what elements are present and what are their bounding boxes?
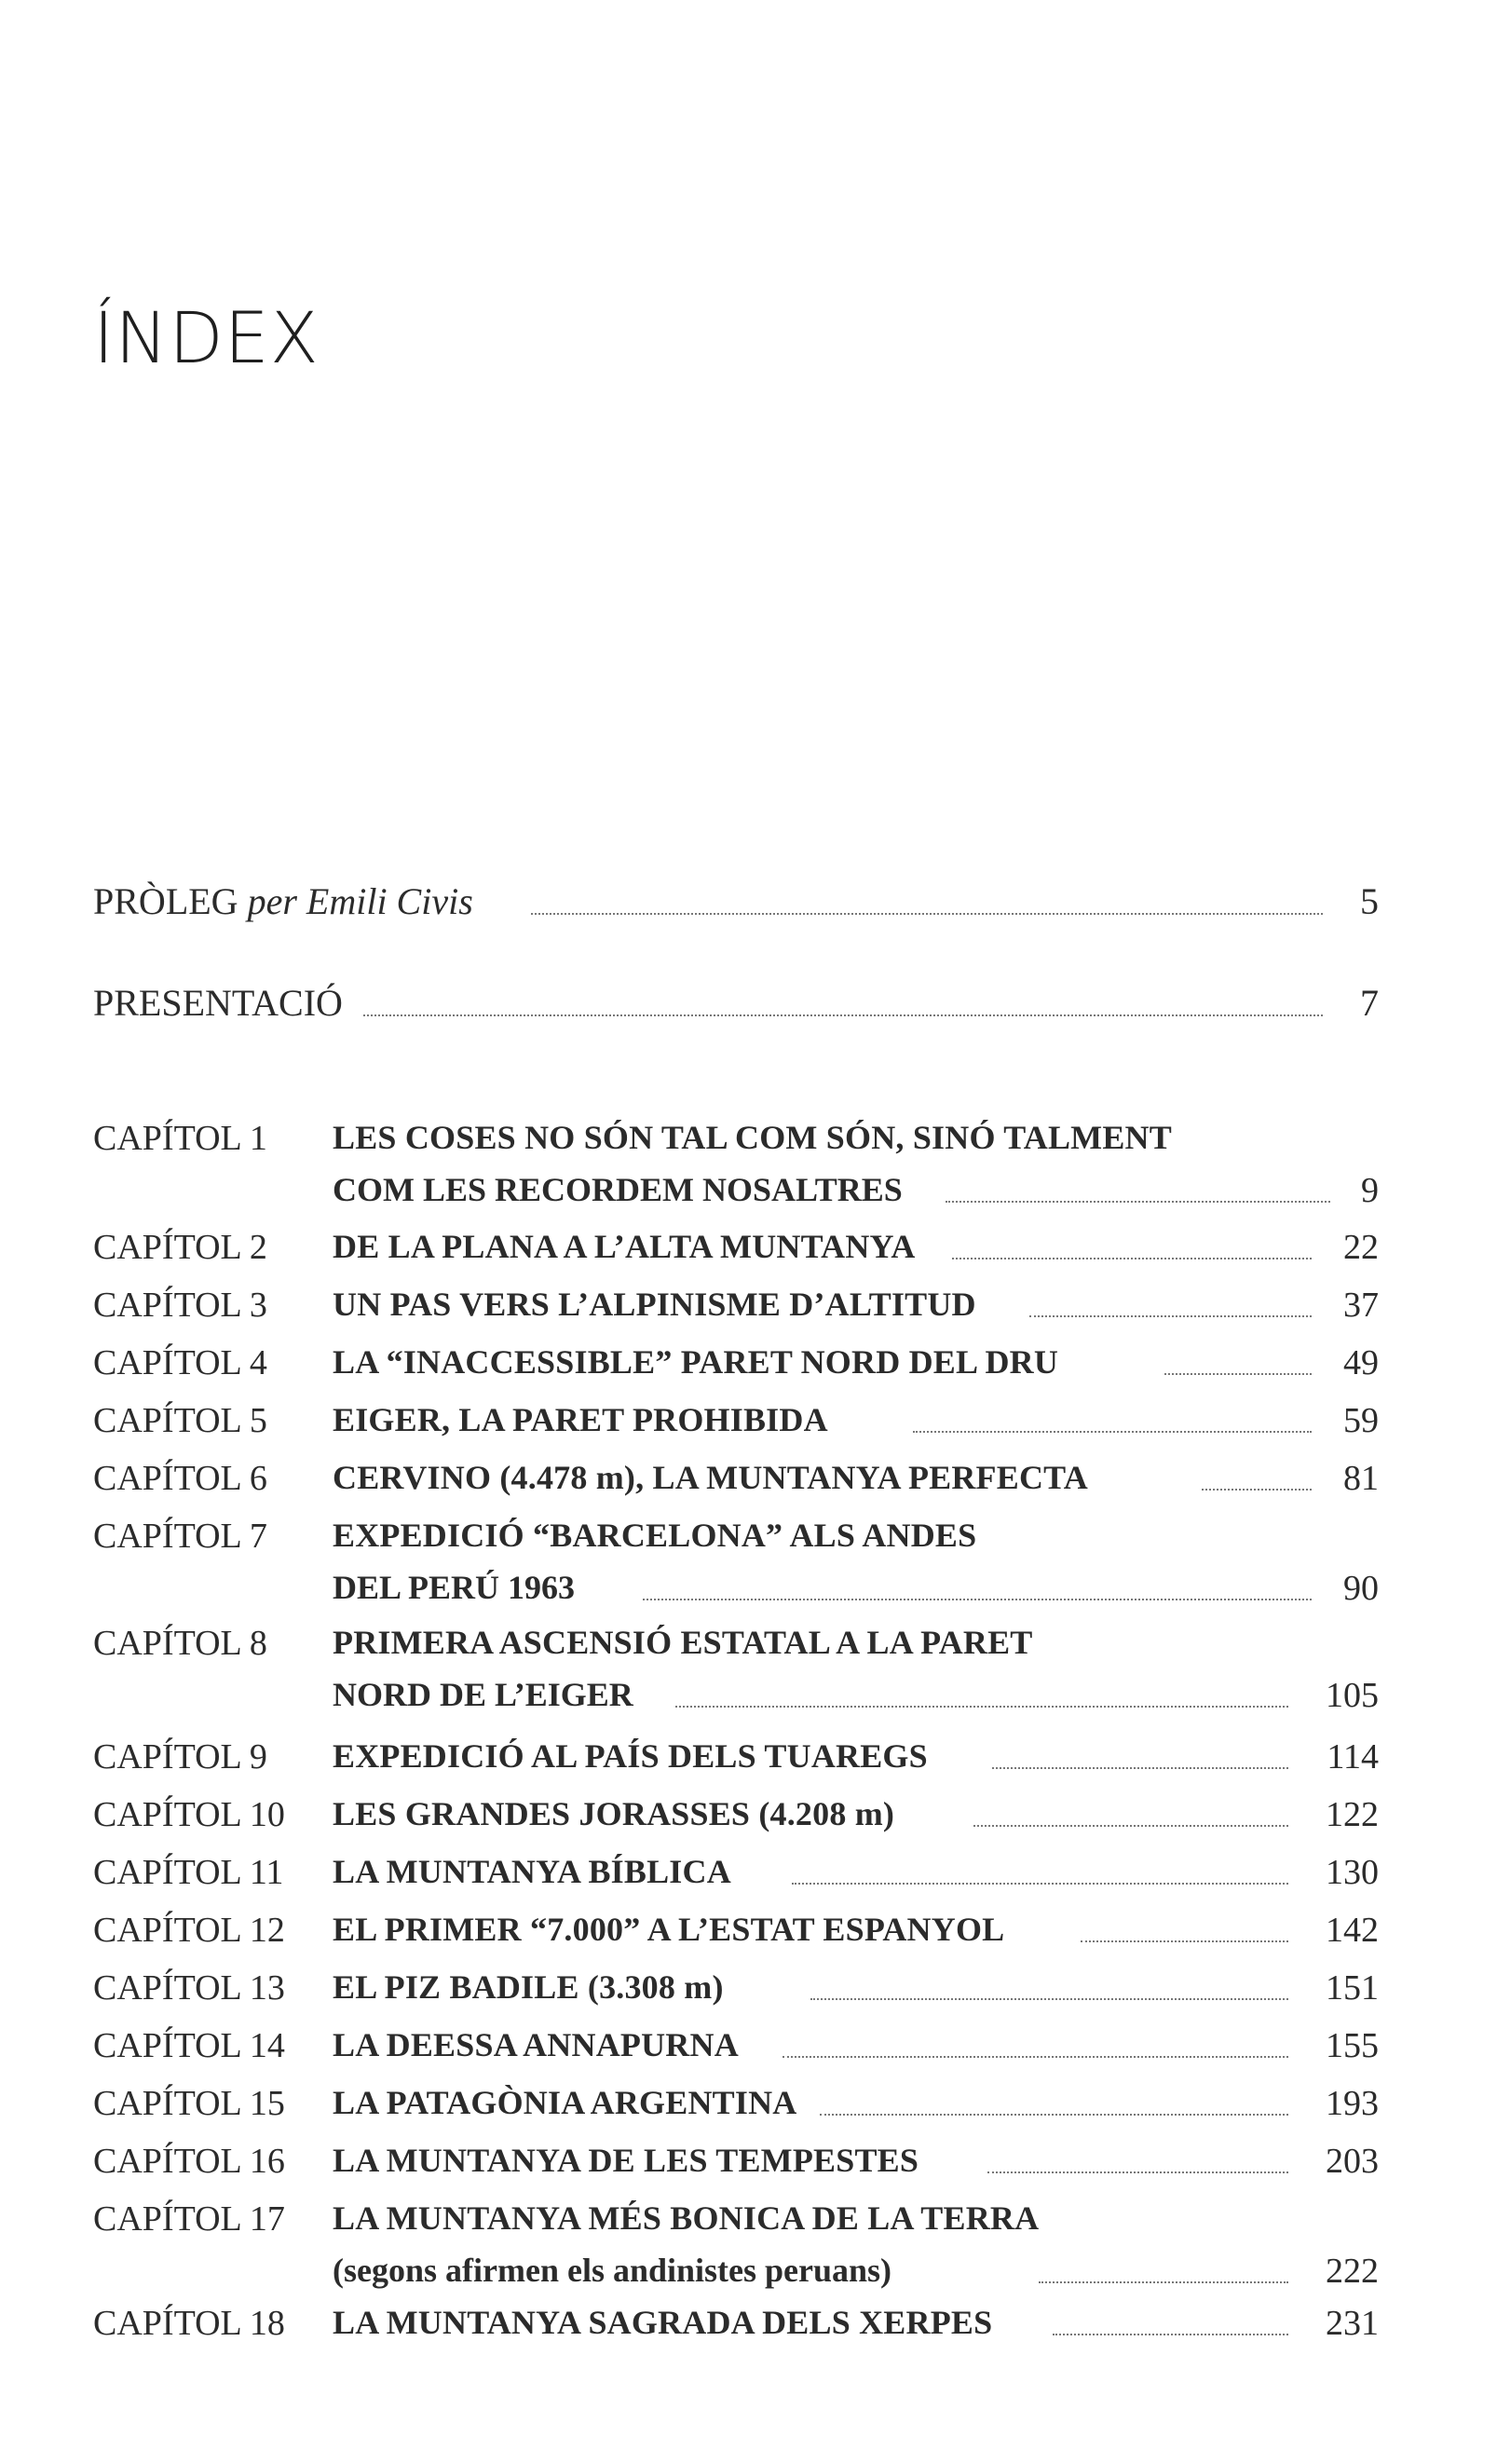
chapter-title: LA PATAGÒNIA ARGENTINA — [333, 2084, 797, 2121]
chapter-title: LA MUNTANYA BÍBLICA — [333, 1853, 731, 1890]
toc-page-number: 37 — [1343, 1286, 1379, 1325]
toc-page-number: 151 — [1326, 1968, 1379, 2008]
chapter-title: PRIMERA ASCENSIÓ ESTATAL A LA PARET — [333, 1624, 1033, 1661]
entry-label-text: PRESENTACIÓ — [93, 982, 343, 1024]
toc-entry-label — [93, 982, 343, 1024]
chapter-number-label: CAPÍTOL 9 — [93, 1737, 267, 1777]
toc-page-number: 5 — [1360, 880, 1379, 922]
chapter-title-continued: COM LES RECORDEM NOSALTRES — [333, 1171, 903, 1208]
chapter-title: LA MUNTANYA MÉS BONICA DE LA TERRA — [333, 2199, 1040, 2237]
chapter-title: LES GRANDES JORASSES (4.208 m) — [333, 1795, 895, 1832]
toc-page-number: 155 — [1326, 2026, 1379, 2065]
chapter-number-label: CAPÍTOL 1 — [93, 1119, 267, 1158]
chapter-title-continued: (segons afirmen els andinistes peruans) — [333, 2252, 892, 2289]
dot-leader — [675, 1672, 1288, 1708]
dot-leader — [946, 1167, 1330, 1203]
chapter-title: CERVINO (4.478 m), LA MUNTANYA PERFECTA — [333, 1459, 1088, 1496]
chapter-title: EXPEDICIÓ “BARCELONA” ALS ANDES — [333, 1517, 977, 1554]
dot-leader — [643, 1565, 1312, 1600]
toc-page-number: 59 — [1343, 1401, 1379, 1440]
chapter-title: LES COSES NO SÓN TAL COM SÓN, SINÓ TALMENT — [333, 1119, 1172, 1156]
chapter-title: DE LA PLANA A L’ALTA MUNTANYA — [333, 1228, 916, 1265]
toc-page-number: 9 — [1361, 1171, 1379, 1210]
dot-leader — [1053, 2300, 1288, 2335]
dot-leader — [1164, 1340, 1312, 1375]
chapter-number-label: CAPÍTOL 6 — [93, 1459, 267, 1498]
toc-page-number: 203 — [1326, 2142, 1379, 2181]
chapter-title: EIGER, LA PARET PROHIBIDA — [333, 1401, 828, 1438]
toc-page-number: 142 — [1326, 1911, 1379, 1950]
chapter-number-label: CAPÍTOL 15 — [93, 2084, 285, 2123]
dot-leader — [783, 2022, 1288, 2058]
dot-leader — [363, 977, 1323, 1016]
dot-leader — [820, 2080, 1288, 2116]
chapter-number-label: CAPÍTOL 3 — [93, 1286, 267, 1325]
dot-leader — [992, 1734, 1288, 1769]
chapter-title: LA MUNTANYA SAGRADA DELS XERPES — [333, 2304, 993, 2341]
dot-leader — [792, 1849, 1288, 1885]
chapter-number-label: CAPÍTOL 4 — [93, 1343, 267, 1382]
dot-leader — [1029, 1282, 1312, 1317]
toc-page-number: 122 — [1326, 1795, 1379, 1834]
chapter-number-label: CAPÍTOL 18 — [93, 2304, 285, 2343]
chapter-title: UN PAS VERS L’ALPINISME D’ALTITUD — [333, 1286, 976, 1323]
chapter-title: LA “INACCESSIBLE” PARET NORD DEL DRU — [333, 1343, 1059, 1381]
toc-page-number: 90 — [1343, 1569, 1379, 1608]
chapter-title: LA DEESSA ANNAPURNA — [333, 2026, 739, 2063]
toc-page-number: 193 — [1326, 2084, 1379, 2123]
chapter-number-label: CAPÍTOL 10 — [93, 1795, 285, 1834]
chapter-number-label: CAPÍTOL 17 — [93, 2199, 285, 2239]
index-title: ÍNDEX — [93, 296, 320, 379]
chapter-title-continued: DEL PERÚ 1963 — [333, 1569, 576, 1606]
dot-leader — [913, 1397, 1312, 1433]
chapter-number-label: CAPÍTOL 16 — [93, 2142, 285, 2181]
dot-leader — [973, 1791, 1288, 1827]
chapter-number-label: CAPÍTOL 11 — [93, 1853, 284, 1892]
toc-entry-label — [93, 880, 473, 922]
toc-page-number: 114 — [1327, 1737, 1379, 1777]
toc-page-number: 105 — [1326, 1676, 1379, 1715]
dot-leader — [987, 2138, 1288, 2173]
toc-page-number: 22 — [1343, 1228, 1379, 1267]
chapter-title: EL PIZ BADILE (3.308 m) — [333, 1968, 724, 2006]
dot-leader — [531, 876, 1323, 915]
entry-label-text: PRÒLEG — [93, 880, 238, 922]
chapter-number-label: CAPÍTOL 13 — [93, 1968, 285, 2008]
chapter-title: LA MUNTANYA DE LES TEMPESTES — [333, 2142, 919, 2179]
toc-page-number: 130 — [1326, 1853, 1379, 1892]
entry-label-author: per Emili Civis — [238, 880, 473, 922]
chapter-number-label: CAPÍTOL 7 — [93, 1517, 267, 1556]
toc-page-number: 49 — [1343, 1343, 1379, 1382]
chapter-number-label: CAPÍTOL 8 — [93, 1624, 267, 1663]
dot-leader — [810, 1965, 1288, 2000]
chapter-title-continued: NORD DE L’EIGER — [333, 1676, 633, 1713]
dot-leader — [952, 1224, 1312, 1259]
toc-page-number: 81 — [1343, 1459, 1379, 1498]
chapter-number-label: CAPÍTOL 12 — [93, 1911, 285, 1950]
chapter-title: EXPEDICIÓ AL PAÍS DELS TUAREGS — [333, 1737, 928, 1775]
chapter-number-label: CAPÍTOL 5 — [93, 1401, 267, 1440]
dot-leader — [1202, 1455, 1312, 1491]
chapter-number-label: CAPÍTOL 14 — [93, 2026, 285, 2065]
toc-page-number: 7 — [1360, 982, 1379, 1024]
dot-leader — [1039, 2248, 1288, 2283]
chapter-number-label: CAPÍTOL 2 — [93, 1228, 267, 1267]
toc-page-number: 222 — [1326, 2252, 1379, 2291]
chapter-title: EL PRIMER “7.000” A L’ESTAT ESPANYOL — [333, 1911, 1005, 1948]
toc-page-number: 231 — [1326, 2304, 1379, 2343]
dot-leader — [1081, 1907, 1288, 1942]
